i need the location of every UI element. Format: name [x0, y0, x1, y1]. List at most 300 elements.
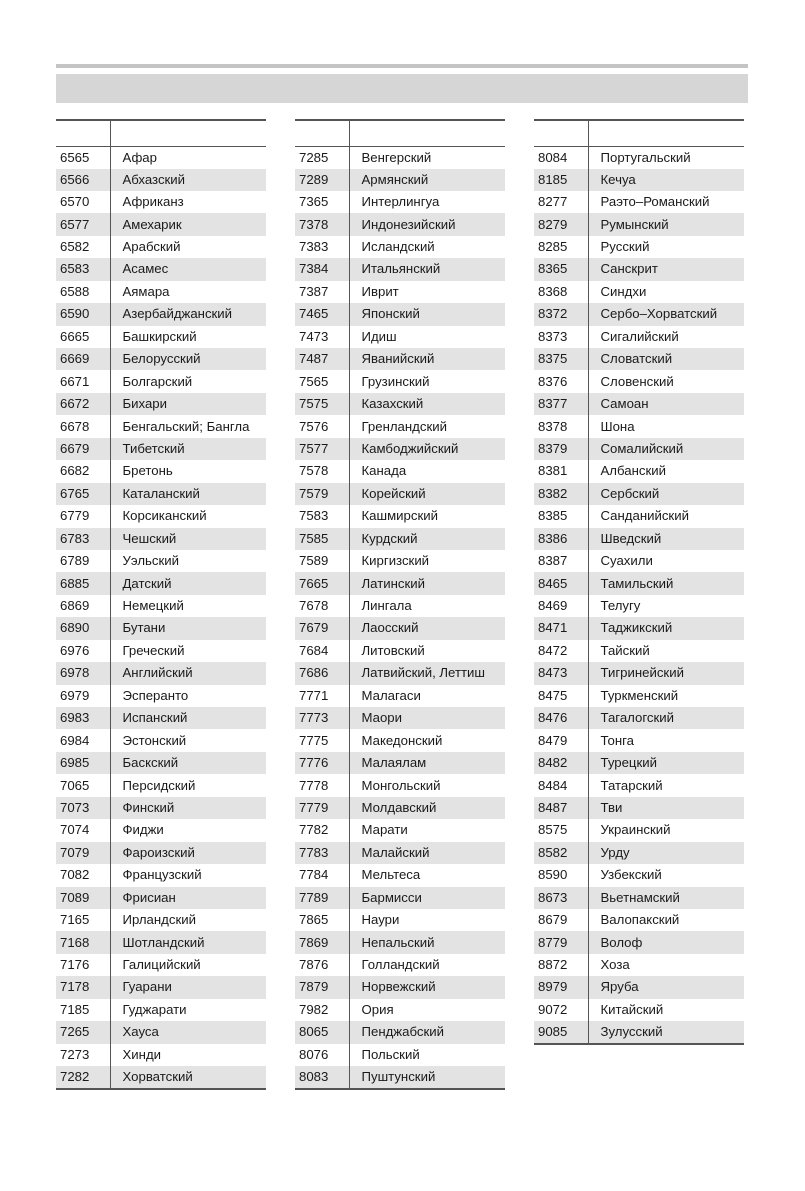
language-name: Македонский — [349, 729, 505, 751]
language-code: 8084 — [538, 149, 568, 165]
table-row — [295, 685, 505, 707]
language-code: 6765 — [56, 483, 110, 505]
language-code: 7168 — [56, 931, 110, 953]
language-name: Амехарик — [110, 213, 266, 235]
table-row — [56, 415, 266, 437]
language-name: Английский — [110, 662, 266, 684]
language-name: Абхазский — [110, 169, 266, 191]
language-name: Мельтеса — [349, 864, 505, 886]
language-code: 7665 — [295, 572, 349, 594]
table-row — [295, 1066, 505, 1089]
language-code: 7073 — [56, 797, 110, 819]
language-code: 6665 — [60, 328, 90, 344]
table-row — [56, 326, 266, 348]
table-row — [295, 819, 505, 841]
language-name: Фрисиан — [110, 887, 266, 909]
language-code: 7176 — [60, 957, 90, 973]
language-code: 6783 — [56, 528, 110, 550]
language-code: 7583 — [299, 508, 329, 524]
language-name: Тайский — [588, 640, 744, 662]
table-row — [534, 505, 744, 527]
language-name: Бутани — [110, 617, 266, 639]
table-header-row — [295, 120, 505, 146]
language-name: Корсиканский — [110, 505, 266, 527]
language-name: Валопакский — [588, 909, 744, 931]
language-code: 7679 — [295, 617, 349, 639]
table-row — [295, 303, 505, 325]
table-row — [56, 662, 266, 684]
language-name: Финский — [110, 797, 266, 819]
table-row — [534, 774, 744, 796]
table-row — [295, 438, 505, 460]
language-code: 6672 — [56, 393, 110, 415]
table-row — [295, 1044, 505, 1066]
language-code: 8375 — [534, 348, 588, 370]
table-row — [295, 595, 505, 617]
language-name: Французский — [110, 864, 266, 886]
table-row — [295, 348, 505, 370]
language-name: Гуарани — [110, 976, 266, 998]
table-row — [295, 460, 505, 482]
table-row — [56, 954, 266, 976]
table-row — [56, 909, 266, 931]
language-code: 8582 — [534, 842, 588, 864]
language-name: Тагалогский — [588, 707, 744, 729]
language-code: 8279 — [534, 213, 588, 235]
table-row — [56, 797, 266, 819]
language-name: Персидский — [110, 774, 266, 796]
table-row — [56, 550, 266, 572]
table-row — [56, 1021, 266, 1043]
language-name: Кечуа — [588, 169, 744, 191]
language-code: 7784 — [299, 867, 329, 883]
language-code: 6577 — [56, 213, 110, 235]
language-name: Немецкий — [110, 595, 266, 617]
language-code-table-3 — [534, 119, 744, 1045]
language-name: Идиш — [349, 326, 505, 348]
table-row — [295, 931, 505, 953]
language-code: 7565 — [299, 373, 329, 389]
language-name: Наури — [349, 909, 505, 931]
table-row — [534, 797, 744, 819]
language-code: 7578 — [299, 463, 329, 479]
table-row — [534, 236, 744, 258]
language-name: Туркменский — [588, 685, 744, 707]
language-name: Хауса — [110, 1021, 266, 1043]
language-name: Киргизский — [349, 550, 505, 572]
language-code: 7782 — [299, 822, 329, 838]
table-row — [534, 213, 744, 235]
language-name: Словенский — [588, 370, 744, 392]
language-code: 7771 — [299, 687, 329, 703]
language-code: 8379 — [534, 438, 588, 460]
language-code: 6679 — [56, 438, 110, 460]
language-code: 7865 — [299, 912, 329, 928]
language-name: Венгерский — [349, 146, 505, 169]
language-code: 7678 — [299, 598, 329, 614]
language-code: 8469 — [538, 598, 568, 614]
language-name: Иврит — [349, 281, 505, 303]
table-row — [534, 707, 744, 729]
language-name: Молдавский — [349, 797, 505, 819]
language-name: Курдский — [349, 528, 505, 550]
table-row — [534, 146, 744, 169]
language-code: 6678 — [60, 418, 90, 434]
language-code: 8465 — [534, 572, 588, 594]
language-code: 8385 — [538, 508, 568, 524]
language-name: Словатский — [588, 348, 744, 370]
table-row — [295, 236, 505, 258]
language-code: 8376 — [538, 373, 568, 389]
table-row — [534, 326, 744, 348]
language-name: Арабский — [110, 236, 266, 258]
table-row — [534, 976, 744, 998]
table-row — [534, 662, 744, 684]
language-code: 8076 — [299, 1046, 329, 1062]
language-name: Сигалийский — [588, 326, 744, 348]
language-code: 7082 — [60, 867, 90, 883]
table-row — [56, 258, 266, 280]
table-row — [295, 864, 505, 886]
table-row — [295, 572, 505, 594]
table-row — [534, 819, 744, 841]
language-name: Канада — [349, 460, 505, 482]
table-row — [56, 1044, 266, 1066]
language-name: Гуджарати — [110, 999, 266, 1021]
table-row — [534, 348, 744, 370]
language-code: 8872 — [538, 957, 568, 973]
table-row — [295, 640, 505, 662]
language-name: Маори — [349, 707, 505, 729]
language-code: 8575 — [538, 822, 568, 838]
language-code: 7579 — [295, 483, 349, 505]
table-header-row — [56, 120, 266, 146]
table-row — [295, 999, 505, 1021]
language-name: Португальский — [588, 146, 744, 169]
language-name: Татарский — [588, 774, 744, 796]
table-row — [295, 169, 505, 191]
language-name: Камбоджийский — [349, 438, 505, 460]
table-row — [56, 999, 266, 1021]
table-row — [56, 752, 266, 774]
language-name: Хинди — [110, 1044, 266, 1066]
table-row — [295, 729, 505, 751]
language-code: 8185 — [534, 169, 588, 191]
language-name: Таджикский — [588, 617, 744, 639]
table-row — [295, 842, 505, 864]
language-code: 7869 — [295, 931, 349, 953]
language-name: Афар — [110, 146, 266, 169]
table-row — [534, 438, 744, 460]
language-code: 6583 — [56, 258, 110, 280]
language-name: Кашмирский — [349, 505, 505, 527]
language-name: Фароизский — [110, 842, 266, 864]
language-code: 8590 — [538, 867, 568, 883]
table-row — [295, 550, 505, 572]
language-code: 7686 — [295, 662, 349, 684]
table-row — [534, 729, 744, 751]
table-row — [56, 617, 266, 639]
language-name: Исландский — [349, 236, 505, 258]
language-code: 8382 — [534, 483, 588, 505]
language-code: 6869 — [60, 598, 90, 614]
language-name: Малайский — [349, 842, 505, 864]
table-row — [295, 797, 505, 819]
language-code-table-2 — [295, 119, 505, 1090]
language-code: 6671 — [60, 373, 90, 389]
language-name: Китайский — [588, 999, 744, 1021]
table-row — [56, 281, 266, 303]
table-row — [295, 887, 505, 909]
language-code: 6890 — [56, 617, 110, 639]
language-name: Сербский — [588, 483, 744, 505]
language-name: Корейский — [349, 483, 505, 505]
top-rule — [56, 64, 748, 68]
table-row — [56, 595, 266, 617]
table-row — [56, 774, 266, 796]
table-row — [295, 662, 505, 684]
language-code: 7178 — [56, 976, 110, 998]
table-row — [295, 909, 505, 931]
language-code: 7285 — [299, 149, 329, 165]
language-name: Монгольский — [349, 774, 505, 796]
table-row — [56, 236, 266, 258]
table-row — [295, 1021, 505, 1043]
language-name: Хоза — [588, 954, 744, 976]
language-name: Бармисси — [349, 887, 505, 909]
table-row — [56, 528, 266, 550]
code-header — [295, 120, 349, 146]
table-row — [534, 393, 744, 415]
table-row — [56, 146, 266, 169]
language-name: Самоан — [588, 393, 744, 415]
table-row — [534, 550, 744, 572]
table-row — [534, 954, 744, 976]
language-code: 6976 — [60, 642, 90, 658]
language-code: 7089 — [56, 887, 110, 909]
language-name: Латинский — [349, 572, 505, 594]
table-row — [56, 685, 266, 707]
header-bar — [56, 74, 748, 103]
language-code: 8473 — [534, 662, 588, 684]
table-row — [534, 999, 744, 1021]
language-code: 7576 — [299, 418, 329, 434]
table-row — [534, 528, 744, 550]
language-name: Лаосский — [349, 617, 505, 639]
code-header — [534, 120, 588, 146]
language-name: Литовский — [349, 640, 505, 662]
language-code: 8381 — [538, 463, 568, 479]
language-name: Украинский — [588, 819, 744, 841]
language-name: Асамес — [110, 258, 266, 280]
language-name: Бихари — [110, 393, 266, 415]
language-code: 6789 — [60, 553, 90, 569]
language-name: Тигринейский — [588, 662, 744, 684]
language-name: Болгарский — [110, 370, 266, 392]
language-name: Русский — [588, 236, 744, 258]
language-code: 6985 — [56, 752, 110, 774]
language-name: Бенгальский; Бангла — [110, 415, 266, 437]
language-name: Сербо–Хорватский — [588, 303, 744, 325]
language-code: 7185 — [60, 1001, 90, 1017]
table-row — [56, 191, 266, 213]
table-row — [295, 393, 505, 415]
table-row — [56, 640, 266, 662]
language-name: Эстонский — [110, 729, 266, 751]
table-row — [534, 752, 744, 774]
language-name: Японский — [349, 303, 505, 325]
language-code: 6588 — [60, 283, 90, 299]
language-code: 8285 — [538, 239, 568, 255]
language-name: Датский — [110, 572, 266, 594]
language-name: Хорватский — [110, 1066, 266, 1089]
language-code: 7165 — [60, 912, 90, 928]
language-code: 8083 — [295, 1066, 349, 1089]
language-code: 8673 — [534, 887, 588, 909]
language-name: Ирландский — [110, 909, 266, 931]
table-row — [56, 169, 266, 191]
language-code: 8482 — [534, 752, 588, 774]
language-name: Малагаси — [349, 685, 505, 707]
language-code: 9085 — [534, 1021, 588, 1044]
language-code: 8471 — [534, 617, 588, 639]
table-row — [56, 707, 266, 729]
language-code: 7577 — [295, 438, 349, 460]
language-name: Яруба — [588, 976, 744, 998]
language-name: Индонезийский — [349, 213, 505, 235]
language-code: 7065 — [60, 777, 90, 793]
table-row — [295, 191, 505, 213]
table-row — [534, 169, 744, 191]
language-code: 8277 — [538, 194, 568, 210]
table-row — [534, 595, 744, 617]
language-name: Урду — [588, 842, 744, 864]
language-code: 7778 — [299, 777, 329, 793]
language-code: 7773 — [295, 707, 349, 729]
table-row — [534, 191, 744, 213]
table-row — [534, 370, 744, 392]
language-code: 7779 — [295, 797, 349, 819]
table-row — [56, 370, 266, 392]
language-name: Зулусский — [588, 1021, 744, 1044]
language-code: 8779 — [534, 931, 588, 953]
table-row — [56, 887, 266, 909]
language-name: Итальянский — [349, 258, 505, 280]
table-row — [295, 505, 505, 527]
language-name: Румынский — [588, 213, 744, 235]
language-code: 8476 — [534, 707, 588, 729]
language-name: Белорусский — [110, 348, 266, 370]
table-row — [295, 258, 505, 280]
language-name: Шведский — [588, 528, 744, 550]
language-name: Уэльский — [110, 550, 266, 572]
language-name: Африканз — [110, 191, 266, 213]
table-row — [295, 483, 505, 505]
language-name: Пуштунский — [349, 1066, 505, 1089]
language-code: 8065 — [295, 1021, 349, 1043]
language-code: 7783 — [295, 842, 349, 864]
language-code: 7387 — [299, 283, 329, 299]
language-name: Греческий — [110, 640, 266, 662]
table-row — [295, 370, 505, 392]
table-row — [534, 842, 744, 864]
language-name: Суахили — [588, 550, 744, 572]
language-name: Малаялам — [349, 752, 505, 774]
language-name: Вьетнамский — [588, 887, 744, 909]
table-row — [295, 752, 505, 774]
language-code: 8487 — [534, 797, 588, 819]
language-header — [349, 120, 505, 146]
language-name: Тви — [588, 797, 744, 819]
language-name: Интерлингуа — [349, 191, 505, 213]
language-name: Албанский — [588, 460, 744, 482]
language-name: Армянский — [349, 169, 505, 191]
language-code: 7982 — [299, 1001, 329, 1017]
table-row — [56, 393, 266, 415]
language-code: 9072 — [538, 1001, 568, 1017]
table-row — [295, 617, 505, 639]
language-code: 7589 — [299, 553, 329, 569]
table-row — [295, 774, 505, 796]
table-row — [295, 415, 505, 437]
language-code: 8377 — [534, 393, 588, 415]
language-name: Тонга — [588, 729, 744, 751]
language-name: Яванийский — [349, 348, 505, 370]
language-name: Эсперанто — [110, 685, 266, 707]
table-row — [56, 483, 266, 505]
language-name: Марати — [349, 819, 505, 841]
table-row — [534, 460, 744, 482]
language-name: Шотландский — [110, 931, 266, 953]
language-name: Синдхи — [588, 281, 744, 303]
language-code: 6983 — [56, 707, 110, 729]
language-code: 8365 — [534, 258, 588, 280]
table-row — [56, 842, 266, 864]
table-row — [56, 729, 266, 751]
language-code: 8475 — [538, 687, 568, 703]
language-code: 8472 — [538, 642, 568, 658]
table-row — [295, 281, 505, 303]
table-row — [534, 909, 744, 931]
language-name: Башкирский — [110, 326, 266, 348]
table-row — [534, 281, 744, 303]
language-code: 7473 — [299, 328, 329, 344]
language-code: 7776 — [295, 752, 349, 774]
language-code: 7074 — [60, 822, 90, 838]
table-row — [56, 438, 266, 460]
table-row — [534, 483, 744, 505]
table-row — [56, 931, 266, 953]
language-code: 7378 — [295, 213, 349, 235]
language-code: 8484 — [538, 777, 568, 793]
language-code: 7487 — [295, 348, 349, 370]
table-row — [56, 348, 266, 370]
language-code: 6669 — [56, 348, 110, 370]
table-row — [56, 505, 266, 527]
language-code: 7789 — [295, 887, 349, 909]
table-row — [534, 617, 744, 639]
language-code-table-1 — [56, 119, 266, 1090]
language-name: Тамильский — [588, 572, 744, 594]
language-name: Голландский — [349, 954, 505, 976]
language-code: 7684 — [299, 642, 329, 658]
language-code: 7282 — [56, 1066, 110, 1089]
table-row — [534, 887, 744, 909]
language-code: 6885 — [56, 572, 110, 594]
table-row — [56, 303, 266, 325]
table-row — [534, 864, 744, 886]
table-row — [56, 1066, 266, 1089]
